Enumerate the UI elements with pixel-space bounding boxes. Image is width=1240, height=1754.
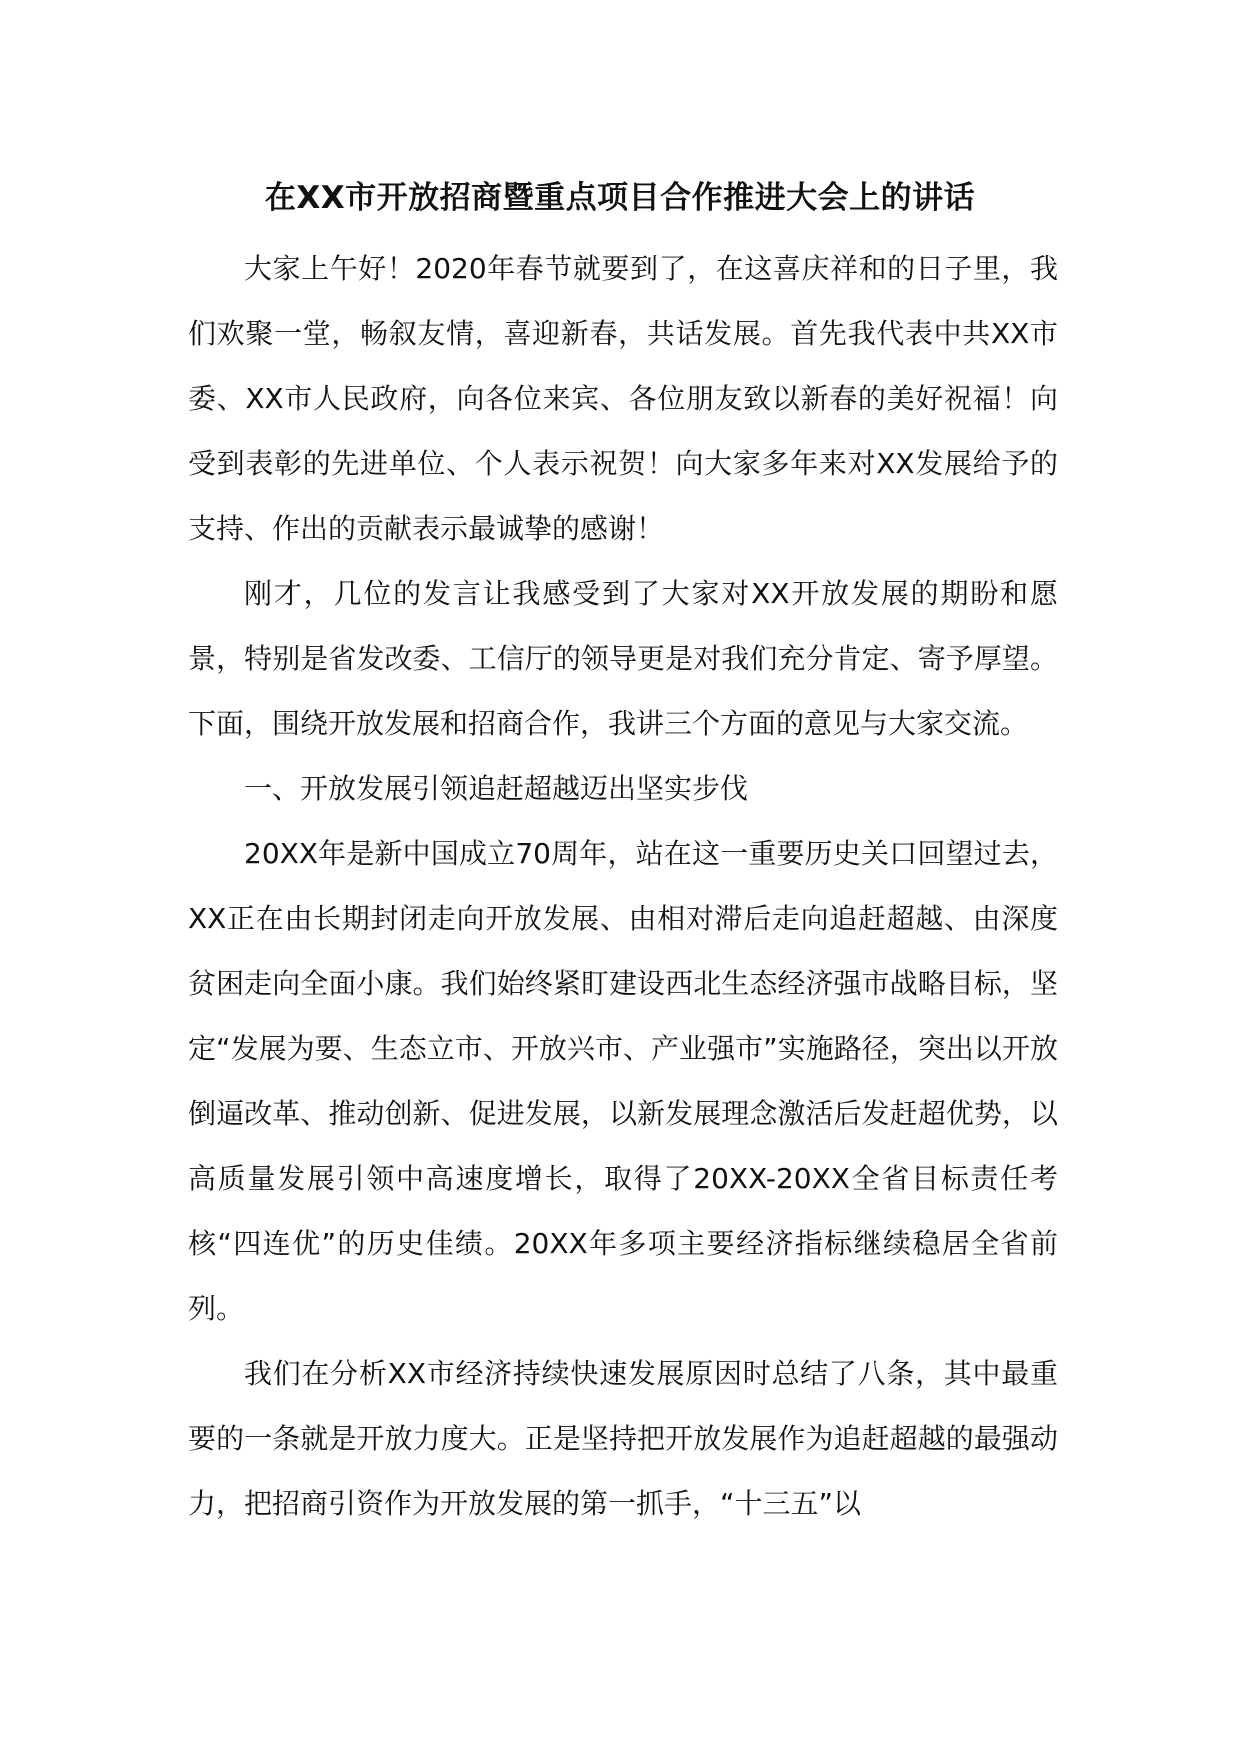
paragraph-analysis: 我们在分析XX市经济持续快速发展原因时总结了八条，其中最重要的一条就是开放力度大。正是坚持把开放发展作为追赶超越的最强动力，把招商引资作为开放发展的第一抓手，“十三五”以 [188, 1357, 1058, 1520]
paragraph-introduction: 刚才，几位的发言让我感受到了大家对XX开放发展的期盼和愿景，特别是省发改委、工信厅的领导更是对我们充分肯定、寄予厚望。下面，围绕开放发展和招商合作，我讲三个方面的意见与大家交流。 [188, 577, 1058, 740]
section-heading-1: 一、开放发展引领追赶超越迈出坚实步伐 [244, 772, 749, 805]
document-body [188, 236, 1058, 1536]
paragraph-greeting: 大家上午好！2020年春节就要到了，在这喜庆祥和的日子里，我们欢聚一堂，畅叙友情，喜迎新春，共话发展。首先我代表中共XX市委、XX市人民政府，向各位来宾、各位朋友致以新春的美好祝福！向受到表彰的先进单位、个人表示祝贺！向大家多年来对XX发展给予的支持、作出的贡献表示最诚挚的感谢！ [188, 252, 1058, 545]
paragraph-review: 20XX年是新中国成立70周年，站在这一重要历史关口回望过去，XX正在由长期封闭走向开放发展、由相对滞后走向追赶超越、由深度贫困走向全面小康。我们始终紧盯建设西北生态经济强市战略目标，坚定“发展为要、生态立市、开放兴市、产业强市”实施路径，突出以开放倒逼改革、推动创新、促进发展，以新发展理念激活后发赶超优势，以高质量发展引领中高速度增长，取得了20XX-20XX全省目标责任考核“四连优”的历史佳绩。20XX年多项主要经济指标继续稳居全省前列。 [188, 837, 1058, 1325]
document-title: 在XX市开放招商暨重点项目合作推进大会上的讲话 [264, 180, 976, 216]
